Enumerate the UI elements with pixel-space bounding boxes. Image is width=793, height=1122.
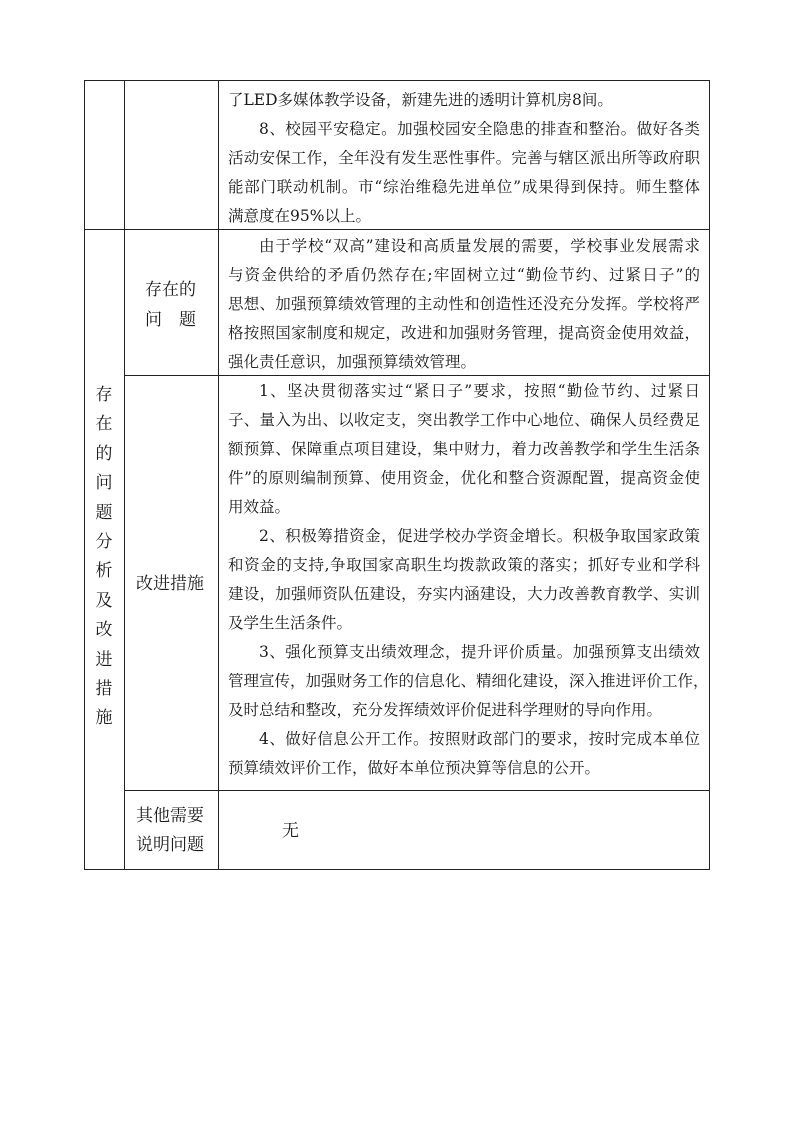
cell-continuation-text [228,86,700,231]
label-other-line2: 说明问题 [136,835,204,855]
row-divider-3 [124,790,710,791]
cell-other-value: 无 [282,821,299,841]
paragraph-line: 与资金供给的矛盾仍然存在;牢固树立过“勤俭节约、过紧日子”的 [228,266,700,284]
paragraph-line: 及时总结和整改，充分发挥绩效评价促进科学理财的导向作用。 [228,701,663,719]
paragraph-line: 4、做好信息公开工作。按照财政部门的要求，按时完成本单位 [259,730,700,748]
section-label-char: 析 [95,561,113,582]
label-problems-line2: 问 题 [145,310,196,330]
section-label-char: 题 [95,502,113,523]
table-border-right [709,80,710,870]
cell-measures-text [228,377,709,783]
section-label-char: 进 [95,649,113,670]
section-label-char: 的 [95,443,113,464]
paragraph-line: 子、量入为出、以收定支，突出教学工作中心地位、确保人员经费足 [228,411,700,429]
paragraph-line: 1、坚决贯彻落实过“紧日子”要求，按照“勤俭节约、过紧日 [259,382,700,400]
section-label-char: 措 [95,679,113,700]
paragraph-line: 8、校园平安稳定。加强校园安全隐患的排查和整治。做好各类 [259,120,700,138]
column-divider-1 [124,80,125,870]
paragraph-line: 及学生生活条件。 [228,614,353,632]
paragraph-line: 件”的原则编制预算、使用资金，优化和整合资源配置，提高资金使 [228,469,700,487]
paragraph-line: 建设，加强师资队伍建设，夯实内涵建设，大力改善教育教学、实训 [228,585,700,603]
paragraph-line: 活动安保工作，全年没有发生恶性事件。完善与辖区派出所等政府职 [228,149,700,167]
label-other-line1: 其他需要 [136,806,204,826]
paragraph-line: 了LED多媒体教学设备，新建先进的透明计算机房8间。 [228,91,613,109]
paragraph-line: 能部门联动机制。市“综治维稳先进单位”成果得到保持。师生整体 [228,178,700,196]
section-label-char: 分 [95,532,113,553]
section-label-char: 及 [95,590,113,611]
section-label-char: 改 [95,620,113,641]
paragraph-line: 由于学校“双高”建设和高质量发展的需要，学校事业发展需求 [259,237,700,255]
paragraph-line: 和资金的支持,争取国家高职生均拨款政策的落实；抓好专业和学科 [228,556,700,574]
paragraph-line: 管理宣传，加强财务工作的信息化、精细化建设，深入推进评价工作， [228,672,709,690]
paragraph-line: 预算绩效评价工作，做好本单位预决算等信息的公开。 [228,759,601,777]
section-label-problem-analysis [92,381,116,734]
paragraph-line: 满意度在95%以上。 [228,207,371,225]
paragraph-line: 强化责任意识，加强预算绩效管理。 [228,353,477,371]
paragraph-line: 用效益。 [228,498,291,516]
table-border-left [84,80,85,870]
paragraph-line: 额预算、保障重点项目建设，集中财力，着力改善教学和学生生活条 [228,440,700,458]
cell-problems-text [228,232,700,377]
paragraph-line: 思想、加强预算绩效管理的主动性和创造性还没充分发挥。学校将严 [228,295,700,313]
label-measures: 改进措施 [136,574,204,594]
table-border-bottom [84,869,710,870]
section-label-char: 存 [95,385,113,405]
paragraph-line: 3、强化预算支出绩效理念，提升评价质量。加强预算支出绩效 [259,643,700,661]
section-label-char: 在 [95,414,113,435]
column-divider-2 [218,80,219,870]
section-label-char: 施 [95,708,113,729]
section-label-char: 问 [95,473,113,494]
label-problems-line1: 存在的 [145,280,196,300]
paragraph-line: 格按照国家制度和规定，改进和加强财务管理，提高资金使用效益， [228,324,700,342]
paragraph-line: 2、积极筹措资金，促进学校办学资金增长。积极争取国家政策 [259,527,700,545]
table-border-top [84,80,710,81]
